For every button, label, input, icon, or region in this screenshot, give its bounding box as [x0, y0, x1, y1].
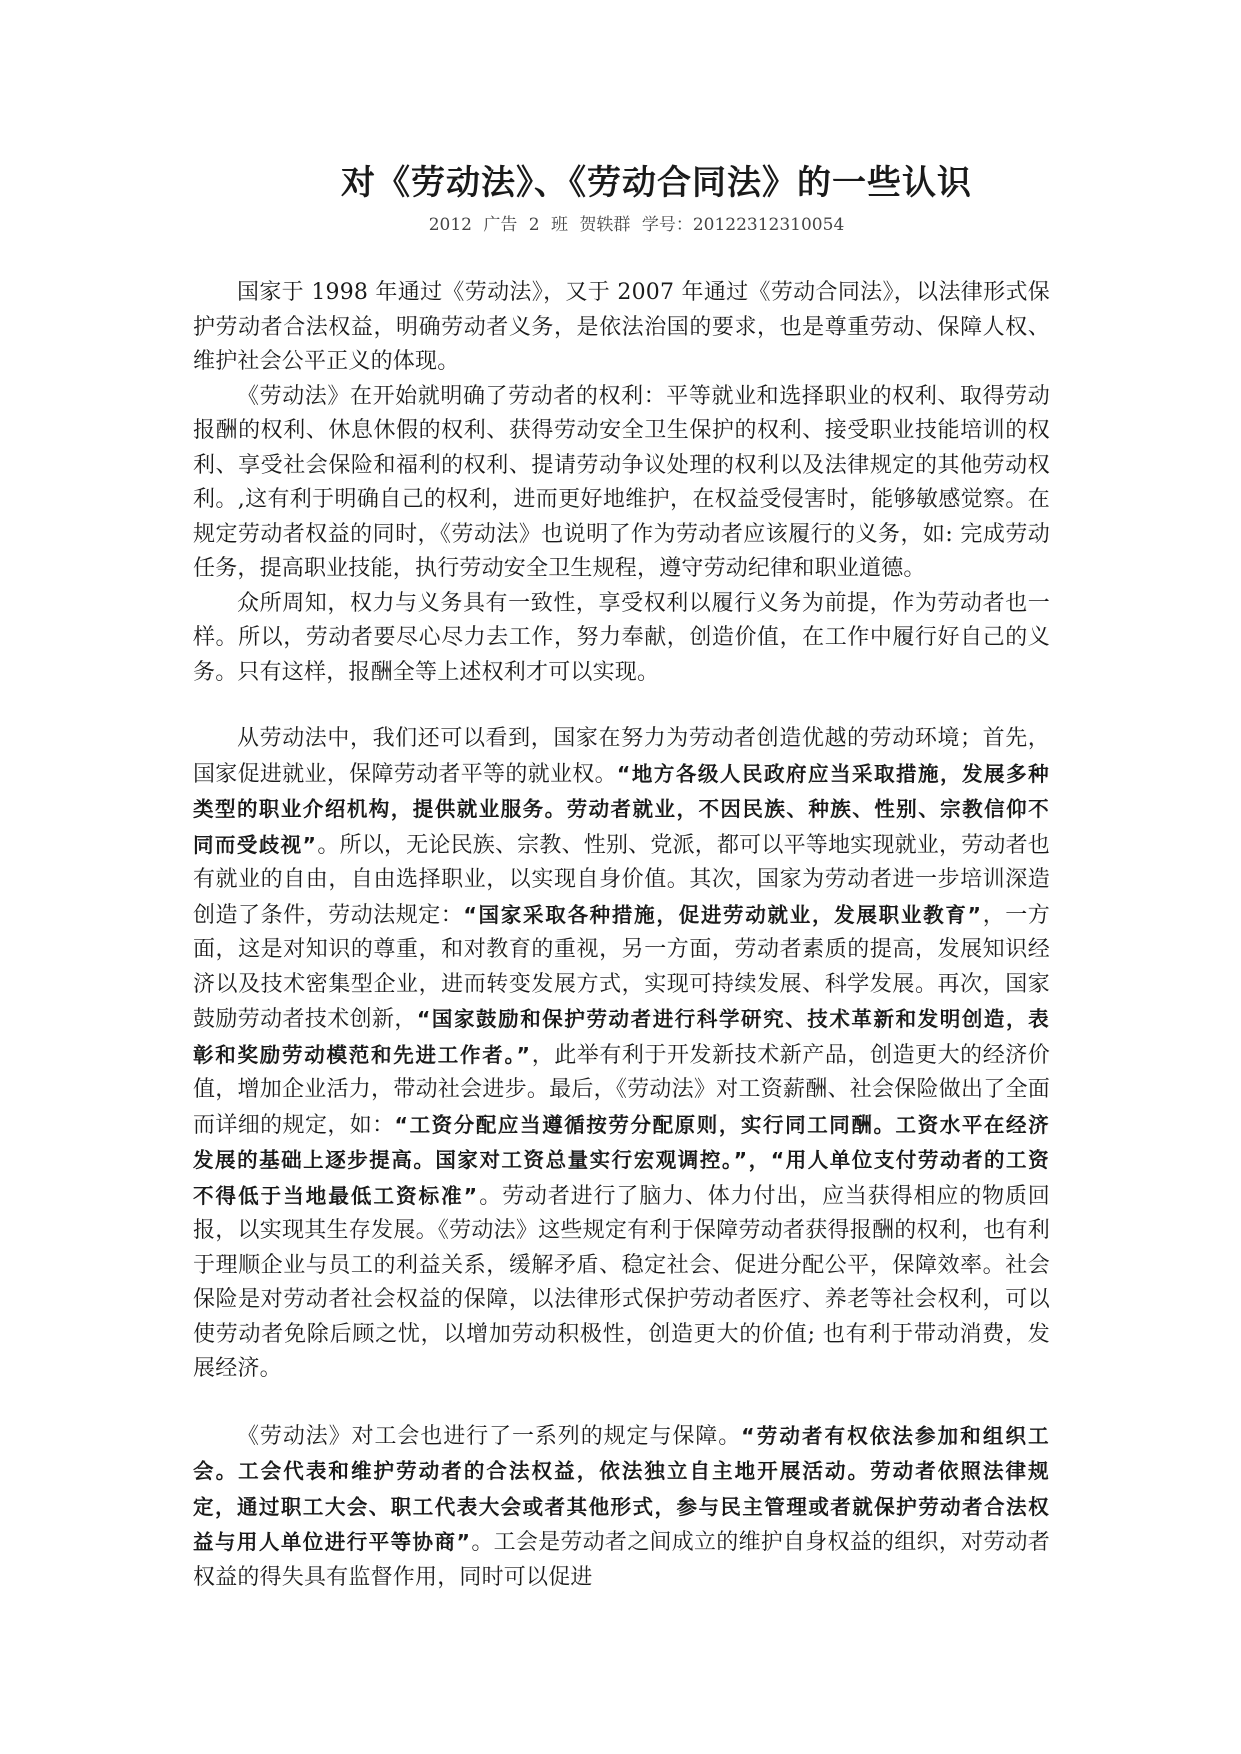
paragraph-5: [193, 1419, 1050, 1596]
law-quote-innovation: “国家鼓励和保护劳动者进行科学研究、技术革新和发明创造，表彰和奖励劳动模范和先进工作者。”: [193, 1007, 1050, 1067]
paragraph-text: 。所以，无论民族、宗教、性别、党派，都可以平等地实现就业，劳动者也有就业的自由，自由选择职业，以实现自身价值。其次，国家为劳动者进一步培训深造创造了条件，劳动法规定：: [193, 832, 1050, 928]
paragraph-1: [193, 276, 1050, 380]
paragraph-text: 《劳动法》对工会也进行了一系列的规定与保障。: [237, 1423, 742, 1449]
law-quote-employment: “地方各级人民政府应当采取措施，发展多种类型的职业介绍机构，提供就业服务。劳动者就业，不因民族、种族、性别、宗教信仰不同而受歧视”: [193, 761, 1050, 857]
paragraph-text: ，一方面，这是对知识的尊重，和对教育的重视，另一方面，劳动者素质的提高，发展知识经济以及技术密集型企业，进而转变发展方式，实现可持续发展、科学发展。再次，国家鼓励劳动者技术创新，: [193, 902, 1051, 1032]
paragraph-text: 从劳动法中，我们还可以看到，国家在努力为劳动者创造优越的劳动环境；首先，国家促进就业，保障劳动者平等的就业权。: [193, 726, 1050, 787]
paragraph-text: 。工会是劳动者之间成立的维护自身权益的组织，对劳动者权益的得失具有监督作用，同时可以促进: [193, 1530, 1050, 1590]
paragraph-text: 国家于 1998 年通过《劳动法》，又于 2007 年通过《劳动合同法》，以法律形式保护劳动者合法权益，明确劳动者义务，是依法治国的要求，也是尊重劳动、保障人权、维护社会公平正义的体现。: [193, 280, 1050, 374]
author-byline: 2012 广告 2 班 贺轶群 学号：20122312310054: [428, 215, 845, 235]
law-quote-wages: “工资分配应当遵循按劳分配原则，实行同工同酬。工资水平在经济发展的基础上逐步提高。国家对工资总量实行宏观调控。”，“用人单位支付劳动者的工资不得低于当地最低工资标准”: [193, 1112, 1050, 1208]
law-quote-union: “劳动者有权依法参加和组织工会。工会代表和维护劳动者的合法权益，依法独立自主地开展活动。劳动者依照法律规定，通过职工大会、职工代表大会或者其他形式，参与民主管理或者就保护劳动者合法权益与用人单位进行平等协商”: [193, 1423, 1051, 1554]
paragraph-text: 众所周知，权力与义务具有一致性，享受权利以履行义务为前提，作为劳动者也一样。所以，劳动者要尽心尽力去工作，努力奉献，创造价值，在工作中履行好自己的义务。只有这样，报酬全等上述权利才可以实现。: [193, 590, 1050, 685]
paragraph-3: [193, 587, 1050, 691]
paragraph-4: [193, 722, 1050, 1387]
paragraph-text: 《劳动法》在开始就明确了劳动者的权利：平等就业和选择职业的权利、取得劳动报酬的权利、休息休假的权利、获得劳动安全卫生保护的权利、接受职业技能培训的权利、享受社会保险和福利的权利、提请劳动争议处理的权利以及法律规定的其他劳动权利。,这有利于明确自己的权利，进而更好地维护，在权益受侵害时，能够敏感觉察。在规定劳动者权益的同时，《劳动法》也说明了作为劳动者应该履行的义务，如: 完成劳动任务，提高职业技能，执行劳动安全卫生规程，遵守劳动纪律和职业道德。: [193, 383, 1050, 581]
law-quote-education: “国家采取各种措施，促进劳动就业，发展职业教育”: [463, 902, 983, 927]
paragraph-2: [193, 380, 1050, 587]
document-page: [193, 160, 1050, 1595]
paragraph-text: ，此举有利于开发新技术新产品，创造更大的经济价值，增加企业活力，带动社会进步。最后，《劳动法》对工资薪酬、社会保险做出了全面而详细的规定，如：: [193, 1042, 1050, 1138]
document-title: 对《劳动法》、《劳动合同法》的一些认识: [341, 163, 972, 203]
paragraph-text: 。劳动者进行了脑力、体力付出，应当获得相应的物质回报，以实现其生存发展。《劳动法》这些规定有利于保障劳动者获得报酬的权利，也有利于理顺企业与员工的利益关系，缓解矛盾、稳定社会、促进分配公平，保障效率。社会保险是对劳动者社会权益的保障，以法律形式保护劳动者医疗、养老等社会权利，可以使劳动者免除后顾之忧，以增加劳动积极性，创造更大的价值; 也有利于带动消费，发展经济。: [193, 1183, 1050, 1381]
